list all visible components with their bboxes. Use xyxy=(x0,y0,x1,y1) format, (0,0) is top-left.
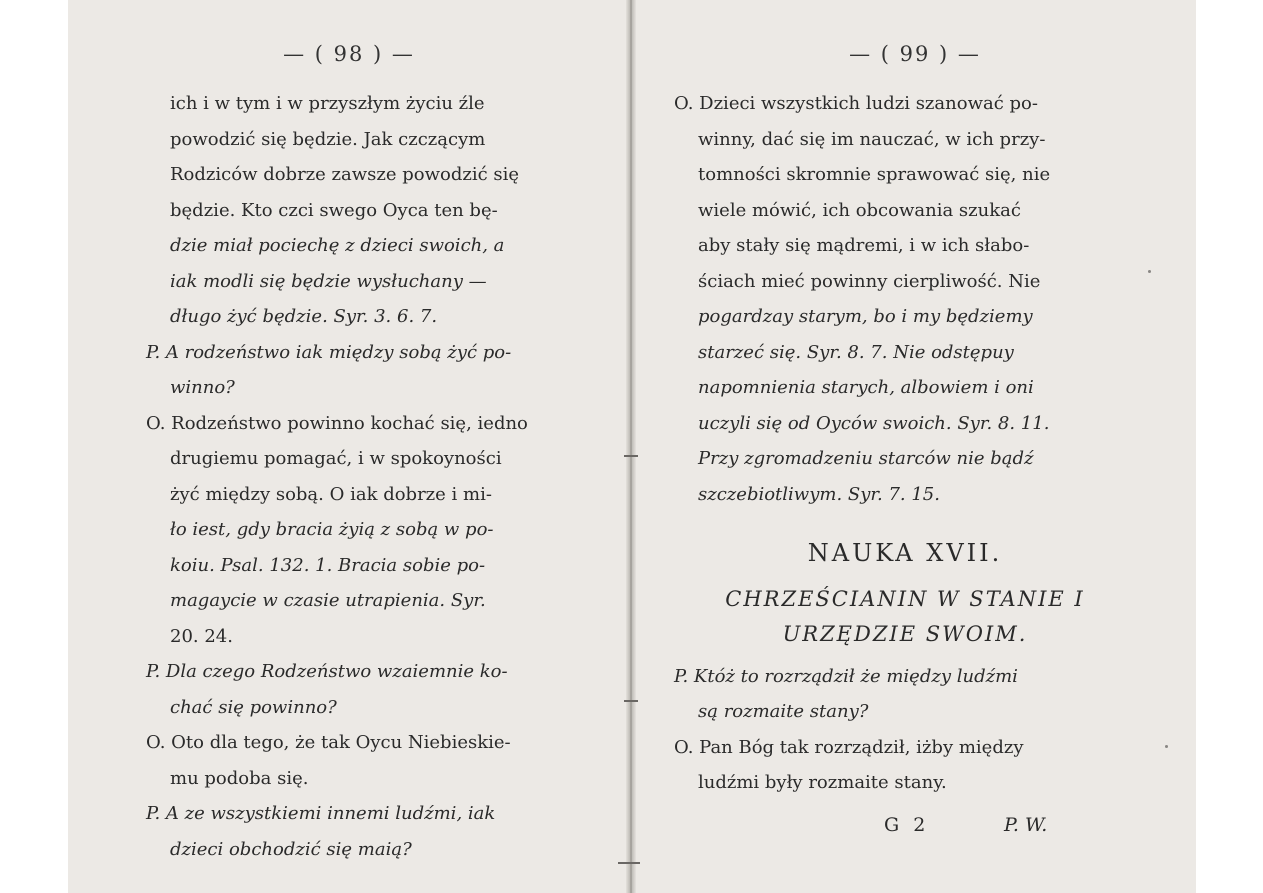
book-spread xyxy=(68,0,1196,893)
left-page xyxy=(68,0,630,893)
text-line: pogardzay starym, bo i my będziemy xyxy=(698,306,1033,327)
catchword: P. W. xyxy=(1004,814,1048,836)
text-line: aby stały się mądremi, i w ich słabo- xyxy=(698,235,1030,256)
text-line: tomności skromnie sprawować się, nie xyxy=(698,164,1051,185)
text-line: koiu. Psal. 132. 1. Bracia sobie po- xyxy=(170,554,486,576)
page-number-header-99: — ( 99 ) — xyxy=(849,42,981,66)
text-line: chać się powinno? xyxy=(170,696,337,718)
text-line: są rozmaite stany? xyxy=(698,701,869,722)
binding-thread-mark xyxy=(624,700,638,702)
text-line: napomnienia starych, albowiem i oni xyxy=(698,377,1034,398)
text-line: magaycie w czasie utrapienia. Syr. xyxy=(170,590,486,611)
scan-speck xyxy=(1148,270,1151,273)
text-line: starzeć się. Syr. 8. 7. Nie odstępuy xyxy=(698,341,1014,363)
text-line: O. Oto dla tego, że tak Oycu Niebieskie- xyxy=(146,732,511,753)
text-line: dzieci obchodzić się maią? xyxy=(170,838,412,860)
left-page-text xyxy=(146,86,576,867)
text-line: ludźmi były rozmaite stany. xyxy=(698,772,947,793)
text-line: P. A ze wszystkiemi innemi ludźmi, iak xyxy=(146,803,496,824)
text-line: winny, dać się im nauczać, w ich przy- xyxy=(698,128,1046,150)
section-spacer xyxy=(674,512,1136,536)
section-spacer xyxy=(674,572,1136,582)
text-line: winno? xyxy=(170,377,235,398)
text-line: O. Dzieci wszystkich ludzi szanować po- xyxy=(674,93,1038,114)
text-line: P. Któż to rozrządził że między ludźmi xyxy=(674,665,1018,687)
text-line: iak modli się będzie wysłuchany — xyxy=(170,270,487,292)
page-number-header-98: — ( 98 ) — xyxy=(283,42,415,66)
text-line: wiele mówić, ich obcowania szukać xyxy=(698,199,1021,221)
section-subtitle: URZĘDZIE SWOIM. xyxy=(782,622,1028,646)
text-line: mu podoba się. xyxy=(170,767,309,789)
text-line: Rodziców dobrze zawsze powodzić się xyxy=(170,164,520,185)
right-page-text xyxy=(674,86,1136,801)
text-line: ło iest, gdy bracia żyią z sobą w po- xyxy=(170,519,494,540)
binding-thread-mark xyxy=(624,455,638,457)
text-line: powodzić się będzie. Jak czczącym xyxy=(170,128,486,150)
scan-speck xyxy=(1165,745,1168,748)
text-line: uczyli się od Oyców swoich. Syr. 8. 11. xyxy=(698,412,1050,434)
text-line: ich i w tym i w przyszłym życiu źle xyxy=(170,93,485,114)
text-line: żyć między sobą. O iak dobrze i mi- xyxy=(170,483,492,505)
text-line: będzie. Kto czci swego Oyca ten bę- xyxy=(170,199,498,221)
text-line: P. A rodzeństwo iak między sobą żyć po- xyxy=(146,341,512,363)
text-line: długo żyć będzie. Syr. 3. 6. 7. xyxy=(170,306,438,327)
binding-thread-mark xyxy=(618,862,640,864)
right-page xyxy=(634,0,1196,893)
text-line: Przy zgromadzeniu starców nie bądź xyxy=(698,448,1034,469)
text-line: dzie miał pociechę z dzieci swoich, a xyxy=(170,235,505,256)
text-line: drugiemu pomagać, i w spokoyności xyxy=(170,448,502,469)
text-line: P. Dla czego Rodzeństwo wzaiemnie ko- xyxy=(146,661,508,682)
section-title: NAUKA XVII. xyxy=(807,539,1003,567)
signature-mark: G 2 xyxy=(884,814,930,836)
section-subtitle: CHRZEŚCIANIN W STANIE I xyxy=(725,586,1085,611)
text-line: ściach mieć powinny cierpliwość. Nie xyxy=(698,270,1041,292)
text-line: O. Pan Bóg tak rozrządził, iżby między xyxy=(674,736,1024,758)
text-line: 20. 24. xyxy=(170,625,233,647)
text-line: O. Rodzeństwo powinno kochać się, iedno xyxy=(146,412,528,434)
text-line: szczebiotliwym. Syr. 7. 15. xyxy=(698,483,940,505)
